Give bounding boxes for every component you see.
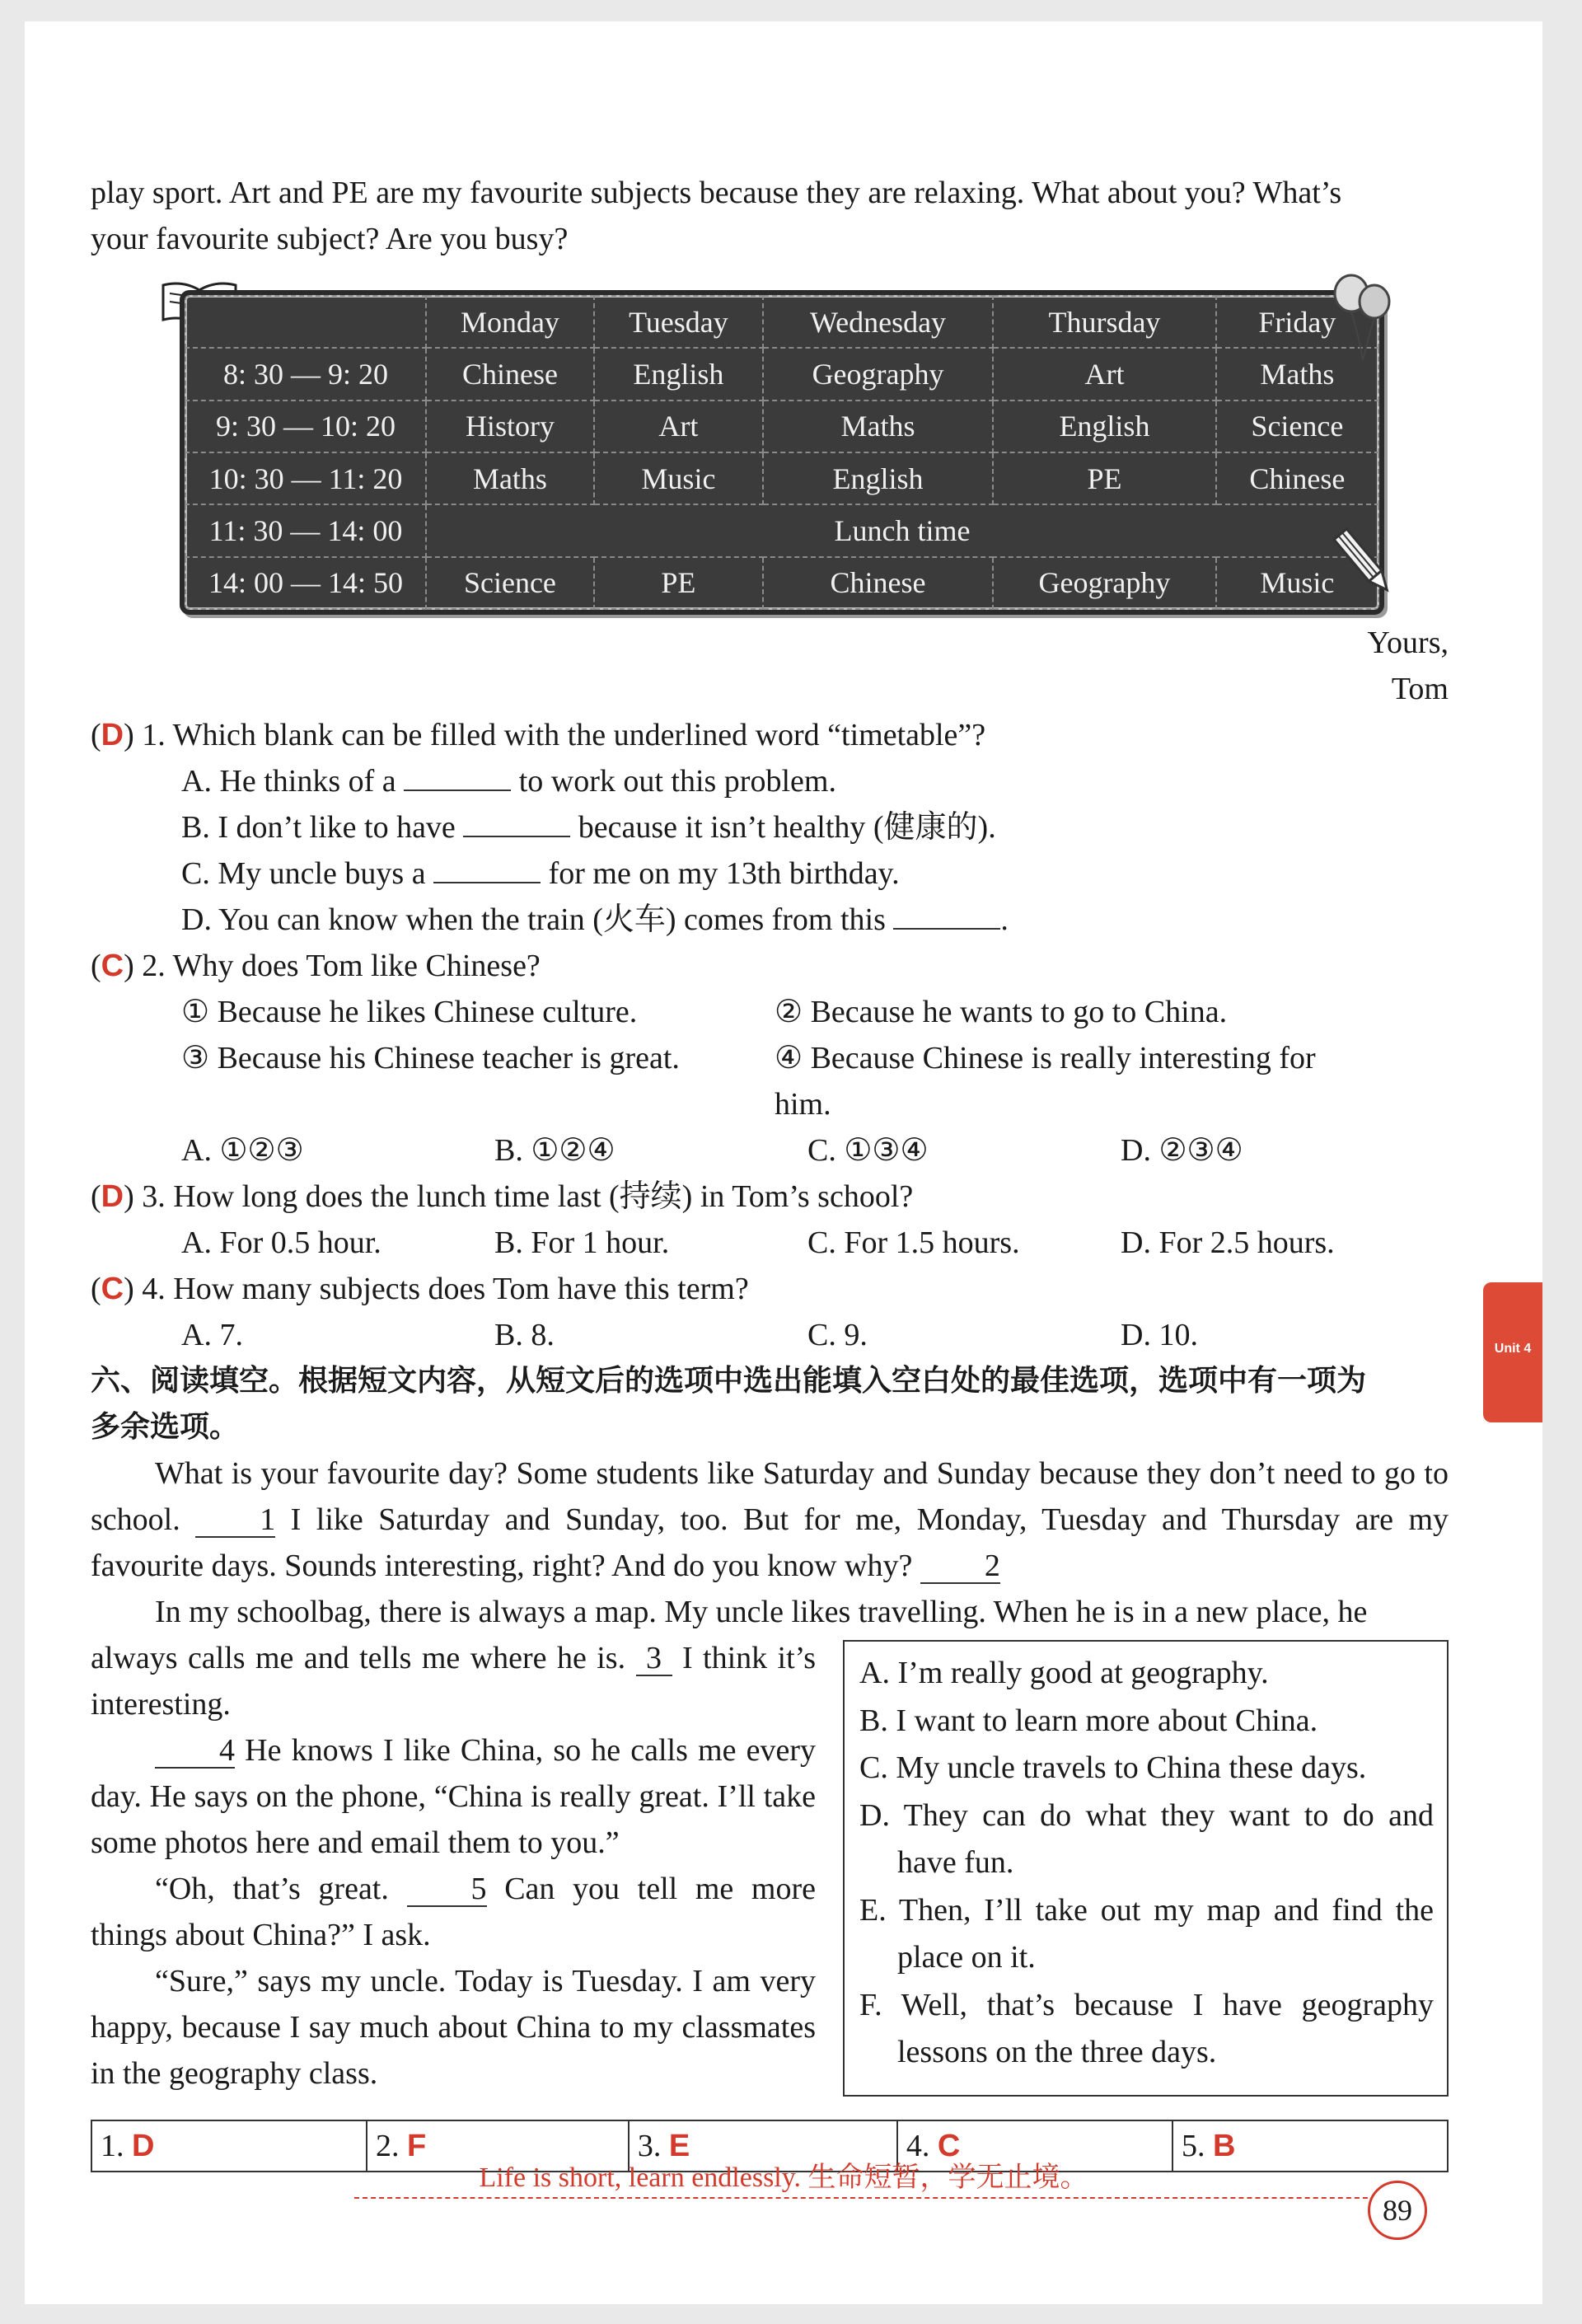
subject-cell: Science xyxy=(426,557,594,609)
blank-line xyxy=(463,804,570,837)
answer-number: 3. xyxy=(637,2129,662,2163)
subject-cell: History xyxy=(426,401,594,452)
subject-cell: Music xyxy=(1216,557,1378,609)
subject-cell: Geography xyxy=(763,348,993,400)
reason: ④ Because Chinese is really interesting for him. xyxy=(775,1041,1316,1122)
page xyxy=(25,21,1542,2304)
question-4 xyxy=(91,1266,1449,1358)
blank-line xyxy=(433,850,541,883)
option-item: B. I want to learn more about China. xyxy=(859,1703,1318,1738)
choice: A. For 0.5 hour. xyxy=(181,1225,381,1260)
option-text: D. You can know when the train (火车) comes from this xyxy=(181,902,894,937)
pencil-icon xyxy=(1327,521,1401,603)
day-header: Tuesday xyxy=(594,296,763,348)
option-text: A. He thinks of a xyxy=(181,764,405,799)
question-text: 4. How many subjects does Tom have this term? xyxy=(142,1272,749,1306)
timetable-row xyxy=(185,401,1378,452)
choice: B. For 1 hour. xyxy=(494,1225,670,1260)
passage-paragraph: “Sure,” says my uncle. Today is Tuesday. I am very happy, because I say much about China to my classmates in the geography class. xyxy=(91,1964,816,2091)
choice: B. 8. xyxy=(494,1318,555,1352)
answer-letter: E xyxy=(668,2129,690,2163)
option-text: C. My uncle buys a xyxy=(181,856,434,891)
choice-row xyxy=(91,1312,1449,1358)
page-number: 89 xyxy=(1368,2181,1427,2240)
options-box xyxy=(843,1640,1449,2097)
option-text: . xyxy=(1000,902,1009,937)
reason-row xyxy=(91,989,1449,1035)
option xyxy=(91,804,1449,850)
subject-cell: Art xyxy=(594,401,763,452)
subject-cell: Chinese xyxy=(426,348,594,400)
passage-text: always calls me and tells me where he is. xyxy=(91,1641,626,1675)
intro-line-1: play sport. Art and PE are my favourite subjects because they are relaxing. What about you? What’s xyxy=(91,176,1342,210)
subject-cell: English xyxy=(993,401,1216,452)
option-item: F. Well, that’s because I have geography lessons on the three days. xyxy=(859,1987,1434,2069)
day-header: Monday xyxy=(426,296,594,348)
answer-number: 2. xyxy=(376,2129,400,2163)
passage-text: What is your favourite day? Some students like Saturday and Sunday because they don’t need to go to school. xyxy=(91,1456,1449,1537)
unit-tab xyxy=(1483,1282,1542,1422)
option-text: for me on my 13th birthday. xyxy=(541,856,900,891)
subject-cell: Maths xyxy=(426,452,594,504)
choice: A. 7. xyxy=(181,1318,243,1352)
option xyxy=(91,897,1449,943)
timetable-row xyxy=(185,452,1378,504)
blank-number: 4 xyxy=(155,1734,235,1769)
choice: D. For 2.5 hours. xyxy=(1121,1225,1335,1260)
option-item: D. They can do what they want to do and have fun. xyxy=(859,1797,1434,1880)
blank-number: 5 xyxy=(407,1872,487,1907)
reason: ③ Because his Chinese teacher is great. xyxy=(181,1041,680,1075)
option xyxy=(91,850,1449,897)
intro-line-2: your favourite subject? Are you busy? xyxy=(91,222,569,256)
closing: Yours, xyxy=(1367,626,1449,660)
subject-cell: Science xyxy=(1216,401,1378,452)
time-cell: 8: 30 — 9: 20 xyxy=(185,348,426,400)
choice: D. 10. xyxy=(1121,1318,1198,1352)
timetable-board xyxy=(91,274,1449,620)
timetable-row xyxy=(185,557,1378,609)
answer-number: 4. xyxy=(906,2129,930,2163)
day-header: Thursday xyxy=(993,296,1216,348)
subject-cell: English xyxy=(763,452,993,504)
subject-cell: Geography xyxy=(993,557,1216,609)
choice: B. ①②④ xyxy=(494,1133,615,1168)
lunch-cell: Lunch time xyxy=(426,504,1378,556)
reason: ② Because he wants to go to China. xyxy=(775,995,1228,1029)
question-stem: (C) 2. Why does Tom like Chinese? xyxy=(91,949,541,983)
question-3 xyxy=(91,1174,1449,1266)
question-stem: (C) 4. How many subjects does Tom have this term? xyxy=(91,1272,749,1306)
question-text: 3. How long does the lunch time last (持续) in Tom’s school? xyxy=(142,1179,914,1214)
choice-row xyxy=(91,1127,1449,1174)
passage-paragraph xyxy=(91,1450,1449,1589)
subject-cell: Chinese xyxy=(763,557,993,609)
passage-text: I like Saturday and Sunday, too. But for me, Monday, Tuesday and Thursday are my favourite days. Sounds interesting, right? And do you know why? xyxy=(91,1502,1449,1583)
passage-text: I think it’s interesting. xyxy=(91,1641,817,1722)
answer-number: 5. xyxy=(1181,2129,1205,2163)
answer-letter: C xyxy=(937,2129,961,2163)
choice: A. ①②③ xyxy=(181,1133,304,1168)
footer-motto: Life is short, learn endlessly. 生命短暂，学无止境。 xyxy=(479,2162,1088,2193)
subject-cell: Maths xyxy=(763,401,993,452)
option-text: to work out this problem. xyxy=(511,764,836,799)
passage-left-column xyxy=(91,1635,816,2097)
time-cell: 14: 00 — 14: 50 xyxy=(185,557,426,609)
option-item: C. My uncle travels to China these days. xyxy=(859,1750,1367,1785)
passage-text: “Oh, that’s great. xyxy=(155,1872,389,1906)
timetable xyxy=(180,290,1384,615)
answer-mark: D xyxy=(101,1179,124,1214)
section-title: 多余选项。 xyxy=(91,1410,240,1444)
subject-cell: Maths xyxy=(1216,348,1378,400)
question-stem: (D) 1. Which blank can be filled with the underlined word “timetable”? xyxy=(91,718,986,752)
choice: C. 9. xyxy=(807,1318,868,1352)
blank-number: 2 xyxy=(920,1549,1000,1584)
passage-paragraph xyxy=(91,1635,816,1727)
subject-cell: Chinese xyxy=(1216,452,1378,504)
time-cell: 11: 30 — 14: 00 xyxy=(185,504,426,556)
reason: ① Because he likes Chinese culture. xyxy=(181,995,638,1029)
subject-cell: PE xyxy=(993,452,1216,504)
timetable-lunch-row xyxy=(185,504,1378,556)
passage-paragraph xyxy=(91,1866,816,1958)
option-text: because it isn’t healthy (健康的). xyxy=(570,810,996,845)
blank-line xyxy=(404,758,511,791)
section-title: 六、阅读填空。根据短文内容，从短文后的选项中选出能填入空白处的最佳选项，选项中有一项为 xyxy=(91,1364,1367,1398)
subject-cell: PE xyxy=(594,557,763,609)
option xyxy=(91,758,1449,804)
question-text: 2. Why does Tom like Chinese? xyxy=(142,949,541,983)
question-1 xyxy=(91,712,1449,943)
answer-mark: D xyxy=(101,718,124,752)
timetable-row xyxy=(185,348,1378,400)
timetable-header-row xyxy=(185,296,1378,348)
time-cell: 10: 30 — 11: 20 xyxy=(185,452,426,504)
choice: C. For 1.5 hours. xyxy=(807,1225,1020,1260)
subject-cell: Art xyxy=(993,348,1216,400)
answer-letter: D xyxy=(132,2129,155,2163)
question-2 xyxy=(91,943,1449,1174)
choice: C. ①③④ xyxy=(807,1133,929,1168)
answer-mark: C xyxy=(101,1272,124,1306)
answer-number: 1. xyxy=(101,2129,124,2163)
reason-row xyxy=(91,1035,1449,1127)
passage-paragraph: In my schoolbag, there is always a map. My uncle likes travelling. When he is in a new place, he xyxy=(155,1595,1368,1629)
subject-cell: Music xyxy=(594,452,763,504)
passage-text: He knows I like China, so he calls me every day. He says on the phone, “China is really great. I’ll take some photos here and email them to you.” xyxy=(91,1733,817,1860)
option-item: A. I’m really good at geography. xyxy=(859,1656,1269,1690)
time-cell: 9: 30 — 10: 20 xyxy=(185,401,426,452)
timetable-corner xyxy=(185,296,426,348)
unit-label: Unit 4 xyxy=(1494,1342,1532,1356)
option-text: B. I don’t like to have xyxy=(181,810,464,845)
content xyxy=(91,170,1449,2172)
question-stem: (D) 3. How long does the lunch time last (持续) in Tom’s school? xyxy=(91,1179,914,1214)
answer-letter: F xyxy=(407,2129,427,2163)
blank-number: 3 xyxy=(636,1642,672,1676)
passage-paragraph xyxy=(91,1727,816,1866)
passage-columns xyxy=(91,1635,1449,2097)
option-item: E. Then, I’ll take out my map and find the place on it. xyxy=(859,1892,1434,1975)
answer-letter: B xyxy=(1212,2129,1236,2163)
choice: D. ②③④ xyxy=(1121,1133,1243,1168)
question-text: 1. Which blank can be filled with the underlined word “timetable”? xyxy=(142,718,986,752)
day-header: Wednesday xyxy=(763,296,993,348)
passage-text: Can you tell me more things about China?” I ask. xyxy=(91,1872,817,1952)
footer-divider xyxy=(354,2197,1392,2199)
blank-number: 1 xyxy=(195,1503,275,1538)
balloon-icon xyxy=(1327,274,1401,364)
blank-line xyxy=(893,897,1000,930)
day-header: Friday xyxy=(1216,296,1378,348)
answer-mark: C xyxy=(101,949,124,983)
choice-row xyxy=(91,1220,1449,1266)
signature-name: Tom xyxy=(1391,672,1449,706)
subject-cell: English xyxy=(594,348,763,400)
